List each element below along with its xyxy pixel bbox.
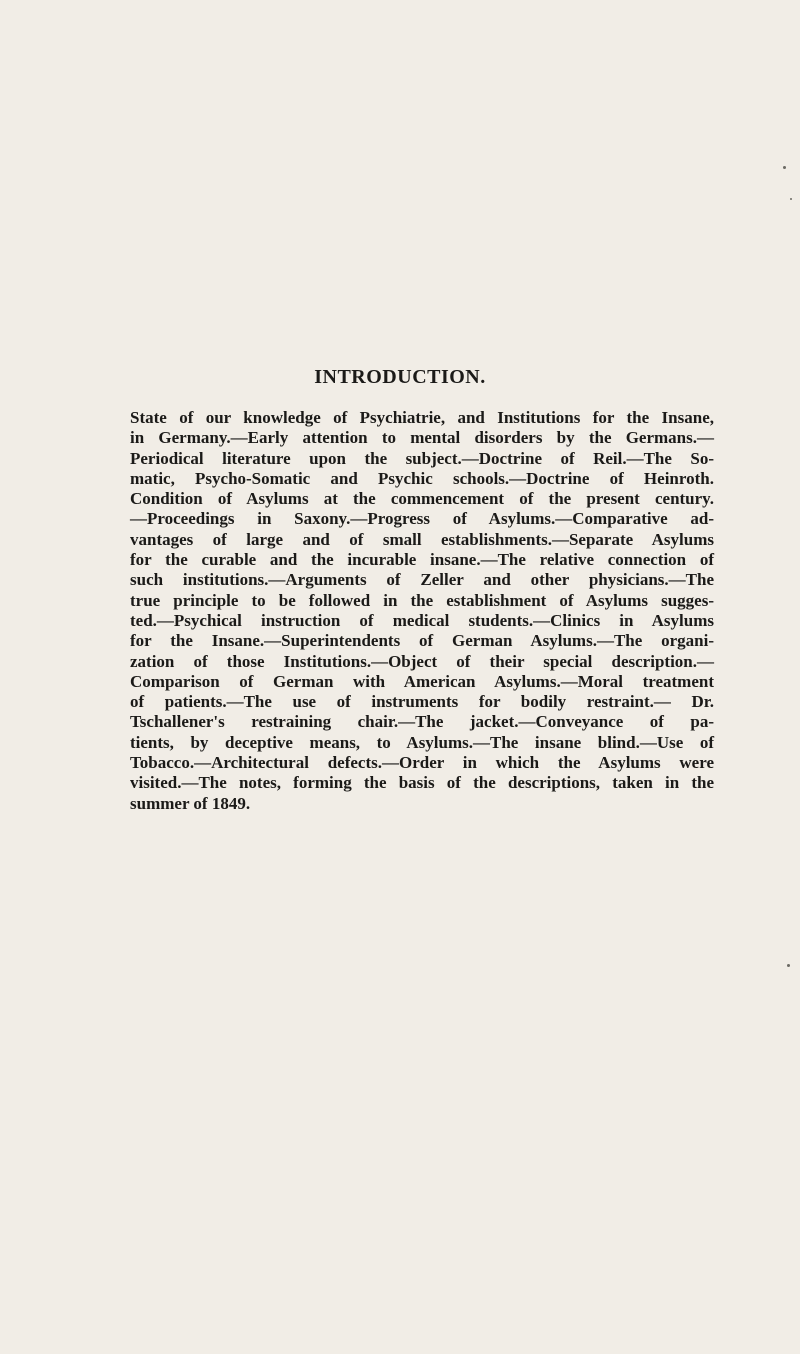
paper-speck <box>790 198 792 200</box>
synopsis-line: for the Insane.—Superintendents of German Asylums.—The organi- <box>130 631 714 651</box>
synopsis-line: Comparison of German with American Asylums.—Moral treatment <box>130 671 714 691</box>
synopsis-line: in Germany.—Early attention to mental disorders by the Germans.— <box>130 428 714 448</box>
paper-speck <box>783 166 786 169</box>
synopsis-line: Condition of Asylums at the commencement of the present century. <box>130 489 714 509</box>
synopsis-line: visited.—The notes, forming the basis of the descriptions, taken in the <box>130 773 714 793</box>
synopsis-line: State of our knowledge of Psychiatrie, and Institutions for the Insane, <box>130 408 714 427</box>
synopsis-line: of patients.—The use of instruments for bodily restraint.— Dr. <box>130 692 714 712</box>
synopsis-line: ted.—Psychical instruction of medical students.—Clinics in Asylums <box>130 610 714 630</box>
synopsis-line: Tschallener's restraining chair.—The jacket.—Conveyance of pa- <box>130 712 714 732</box>
synopsis-line: vantages of large and of small establishments.—Separate Asylums <box>130 529 714 549</box>
synopsis-line: tients, by deceptive means, to Asylums.—The insane blind.—Use of <box>130 732 714 752</box>
synopsis-line: such institutions.—Arguments of Zeller and other physicians.—The <box>130 570 714 590</box>
synopsis-line: true principle to be followed in the establishment of Asylums sugges- <box>130 590 714 610</box>
synopsis-line: Periodical literature upon the subject.—Doctrine of Reil.—The So- <box>130 448 714 468</box>
synopsis-line: Tobacco.—Architectural defects.—Order in which the Asylums were <box>130 753 714 773</box>
paper-speck <box>787 964 790 967</box>
synopsis-line: summer of 1849. <box>130 793 251 813</box>
synopsis-line: —Proceedings in Saxony.—Progress of Asylums.—Comparative ad- <box>130 509 714 529</box>
page-title: INTRODUCTION. <box>314 366 486 388</box>
synopsis-line: zation of those Institutions.—Object of their special description.— <box>130 651 714 671</box>
chapter-synopsis <box>130 408 714 814</box>
synopsis-line: for the curable and the incurable insane.—The relative connection of <box>130 550 714 570</box>
synopsis-line: matic, Psycho-Somatic and Psychic schools.—Doctrine of Heinroth. <box>130 468 714 488</box>
